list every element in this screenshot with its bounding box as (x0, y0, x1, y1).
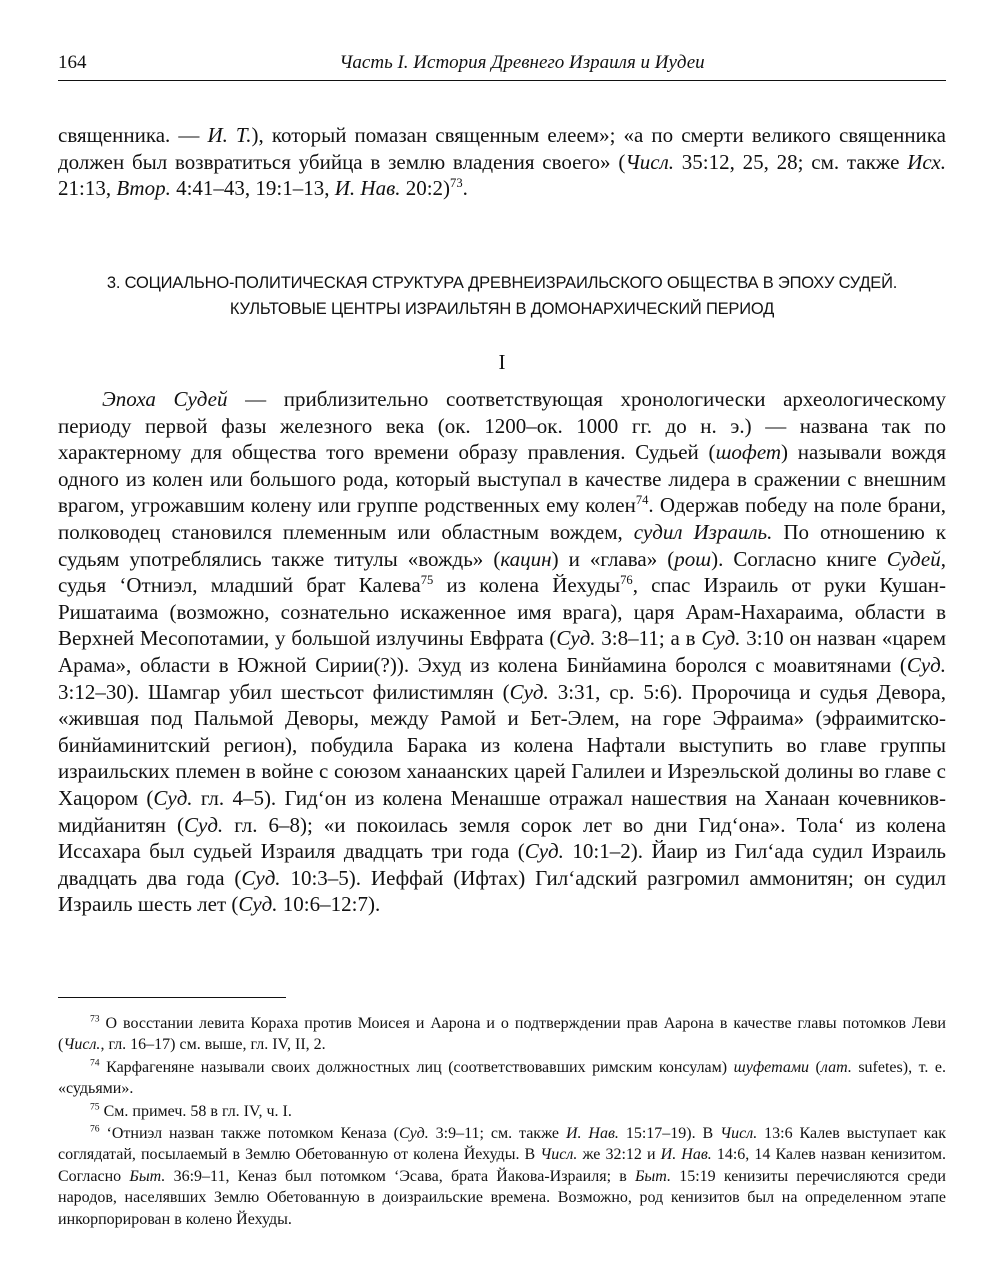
term: рош (674, 546, 712, 571)
footnote-number: 73 (90, 1013, 100, 1025)
text-run: , гл. 16–17) см. выше, гл. IV, II, 2. (100, 1036, 326, 1054)
section-heading-line-1: 3. СОЦИАЛЬНО-ПОЛИТИЧЕСКАЯ СТРУКТУРА ДРЕВНЕИЗРАИЛЬСКОГО ОБЩЕСТВА В ЭПОХУ СУДЕЙ. (106, 274, 898, 292)
text-run: 3:12–30). Шамгар убил шестьсот филистимлян ( (58, 679, 510, 704)
book-reference: Суд. (241, 865, 281, 890)
intro-paragraph (58, 122, 946, 202)
book-reference: Числ. (720, 1125, 758, 1143)
book-reference: И. Нав. (565, 1125, 619, 1143)
book-reference: Судей (886, 546, 941, 571)
text-run: 3:10 он назван «царем Арама», области в Южной Сирии(?)). Эхуд из колена Бинйамина боролся с моавитянами ( (58, 626, 946, 677)
main-text (58, 386, 946, 918)
abbreviation: лат. (820, 1058, 852, 1076)
text-run: из колена Йехуды (433, 573, 621, 598)
footnote-number: 74 (90, 1057, 100, 1069)
page-number: 164 (58, 52, 87, 73)
book-reference: Числ. (63, 1036, 101, 1054)
text-run: , судья ‘Отниэл, младший брат Калева (58, 546, 946, 598)
text-run: . (462, 176, 468, 201)
text-run: ) и «глава» ( (551, 546, 675, 571)
text-run: — приблизительно соответствующая хронологически археологическому периоду первой фазы железного века (ок. 1200–ок. 1000 гг. до н. э.) — названа так по характерному для общества того времени образу правления. Судьей ( (58, 387, 947, 465)
book-reference: Суд. (238, 892, 278, 917)
footnote-73 (58, 1013, 946, 1056)
footnote-75 (58, 1101, 946, 1122)
book-reference: Числ. (625, 149, 675, 174)
running-head (58, 50, 946, 81)
lead-term: Эпоха Судей (102, 387, 228, 411)
book-reference: Втор. (116, 176, 171, 201)
text-run: ( (809, 1058, 821, 1076)
footnote-76 (58, 1123, 946, 1230)
book-reference: Суд. (509, 679, 549, 704)
section-heading-line-2: КУЛЬТОВЫЕ ЦЕНТРЫ ИЗРАИЛЬТЯН В ДОМОНАРХИЧЕСКИЙ ПЕРИОД (229, 300, 775, 318)
footnote-ref-73: 73 (450, 176, 463, 191)
term: судил Израиль. (633, 519, 773, 544)
footnotes (58, 1013, 946, 1231)
subsection-number: I (498, 350, 506, 374)
text-run: ) называли вождя одного из колен или большого рода, который выступал в качестве лидера в сражении с внешним врагом, угрожавшим колену или группе родственных ему колен (58, 440, 946, 518)
book-reference: И. Нав. (334, 176, 401, 201)
book-reference: И. Нав. (660, 1146, 712, 1164)
running-title: Часть I. История Древнего Израиля и Иудеи (339, 52, 705, 73)
text-run: ), который помазан священным елеем»; «а по смерти великого священника должен был возвратиться убийца в землю владения своего» ( (58, 123, 947, 174)
text-run: 35:12, 25, 28; см. также (674, 149, 908, 174)
abbreviation: И. Т. (207, 123, 252, 147)
text-run: 15:17–19). В (618, 1125, 721, 1143)
book-reference: Числ. (540, 1146, 578, 1164)
footnote-ref-76: 76 (620, 573, 633, 588)
footnote-number: 75 (90, 1101, 100, 1113)
text-run: sufetes), т. е. «судьями». (58, 1058, 947, 1098)
book-reference: Быт. (129, 1167, 166, 1185)
book-reference: Суд. (524, 839, 564, 864)
text-run: О восстании левита Кораха против Моисея и Аарона и о подтверждении прав Аарона в качестве главы потомков Леви ( (58, 1015, 946, 1054)
text-run: гл. 6–8); «и покоилась земля сорок лет во дни Гид‘она». Тола‘ из колена Иссахара был судьей Израиля двадцать три года ( (58, 812, 946, 864)
book-reference: Суд. (184, 812, 224, 837)
footnote-divider (58, 997, 286, 998)
text-run: священника. — (58, 123, 208, 147)
text-run: 36:9–11, Кеназ был потомком ‘Эсава, брата Йакова-Израиля; в (165, 1167, 635, 1185)
text-run: 15:19 кенизиты перечисляются среди народов, населявших Землю Обетованную в доизраильские времена. Возможно, род кенизитов был на определенном этапе инкорпорирован в колено Йехуды. (58, 1167, 946, 1228)
text-run: 3:8–11; а в (595, 626, 702, 651)
text-run: 10:1–2). Йаир из Гил‘ада судил Израиль двадцать два года ( (58, 839, 946, 890)
book-reference: Суд. (153, 785, 193, 810)
text-run: По отношению к судьям употреблялись также титулы «вождь» ( (58, 519, 947, 571)
text-run: См. примеч. 58 в гл. IV, ч. I. (99, 1102, 292, 1120)
text-run: . Одержав победу на поле брани, полководец становился племенным или областным вождем, (58, 493, 946, 544)
footnote-ref-75: 75 (420, 573, 434, 588)
text-run: ). Согласно книге (711, 546, 887, 571)
text-run: 4:41–43, 19:1–13, (170, 176, 335, 201)
term: кацин (500, 546, 552, 571)
text-run: 13:6 Калев выступает как соглядатай, посылаемый в Землю Обетованную от колена Йехуды. В (58, 1125, 947, 1164)
section-heading (58, 270, 946, 322)
term: шуфетами (733, 1058, 810, 1076)
text-run: 10:6–12:7). (277, 892, 381, 917)
book-reference: Быт. (634, 1167, 671, 1185)
intro-text (58, 122, 946, 202)
footnote-ref-74: 74 (635, 493, 649, 508)
text-run: , спас Израиль от руки Кушан-Ришатаима (возможно, сознательно искаженное имя врага), царя Арам-Нахараима, области в Верхней Месопотамии, у большой излучины Евфрата ( (58, 573, 947, 651)
text-run: 14:6, 14 Калев назван кенизитом. Согласно (58, 1146, 947, 1185)
text-run: гл. 4–5). Гид‘он из колена Менашше отражал нашествия на Ханаан кочевников-мидйанитян ( (58, 785, 947, 837)
book-reference: Суд. (398, 1125, 429, 1143)
book-reference: Суд. (701, 626, 741, 651)
text-run: 3:9–11; см. также (428, 1125, 566, 1143)
text-run: Карфагеняне называли своих должностных лиц (соответствовавших римским консулам) (99, 1058, 734, 1076)
book-reference: Исх. (907, 149, 946, 174)
book-reference: Суд. (556, 626, 596, 651)
text-run: же 32:12 и (577, 1146, 661, 1164)
term: шофет (715, 440, 782, 465)
main-paragraph (58, 386, 946, 918)
text-run: 10:3–5). Иеффай (Ифтах) Гил‘адский разгромил аммонитян; он судил Израиль шесть лет ( (58, 865, 946, 917)
text-run: 3:31, ср. 5:6). Пророчица и судья Девора, «жившая под Пальмой Деворы, между Рамой и Бет-Элем, на горе Эфраима» (эфраимитско-бинйаминитский регион), побудила Барака из колена Нафтали выступить во главе группы израильских племен в войне с союзом ханаанских царей Галилеи и Изреэльской долины во главе с Хацором ( (58, 679, 946, 810)
footnote-74 (58, 1057, 946, 1100)
footnote-number: 76 (90, 1123, 100, 1135)
text-run: ‘Отниэл назван также потомком Кеназа ( (99, 1125, 399, 1143)
text-run: 20:2) (400, 176, 451, 201)
book-reference: Суд. (906, 652, 946, 677)
text-run: 21:13, (58, 176, 117, 201)
